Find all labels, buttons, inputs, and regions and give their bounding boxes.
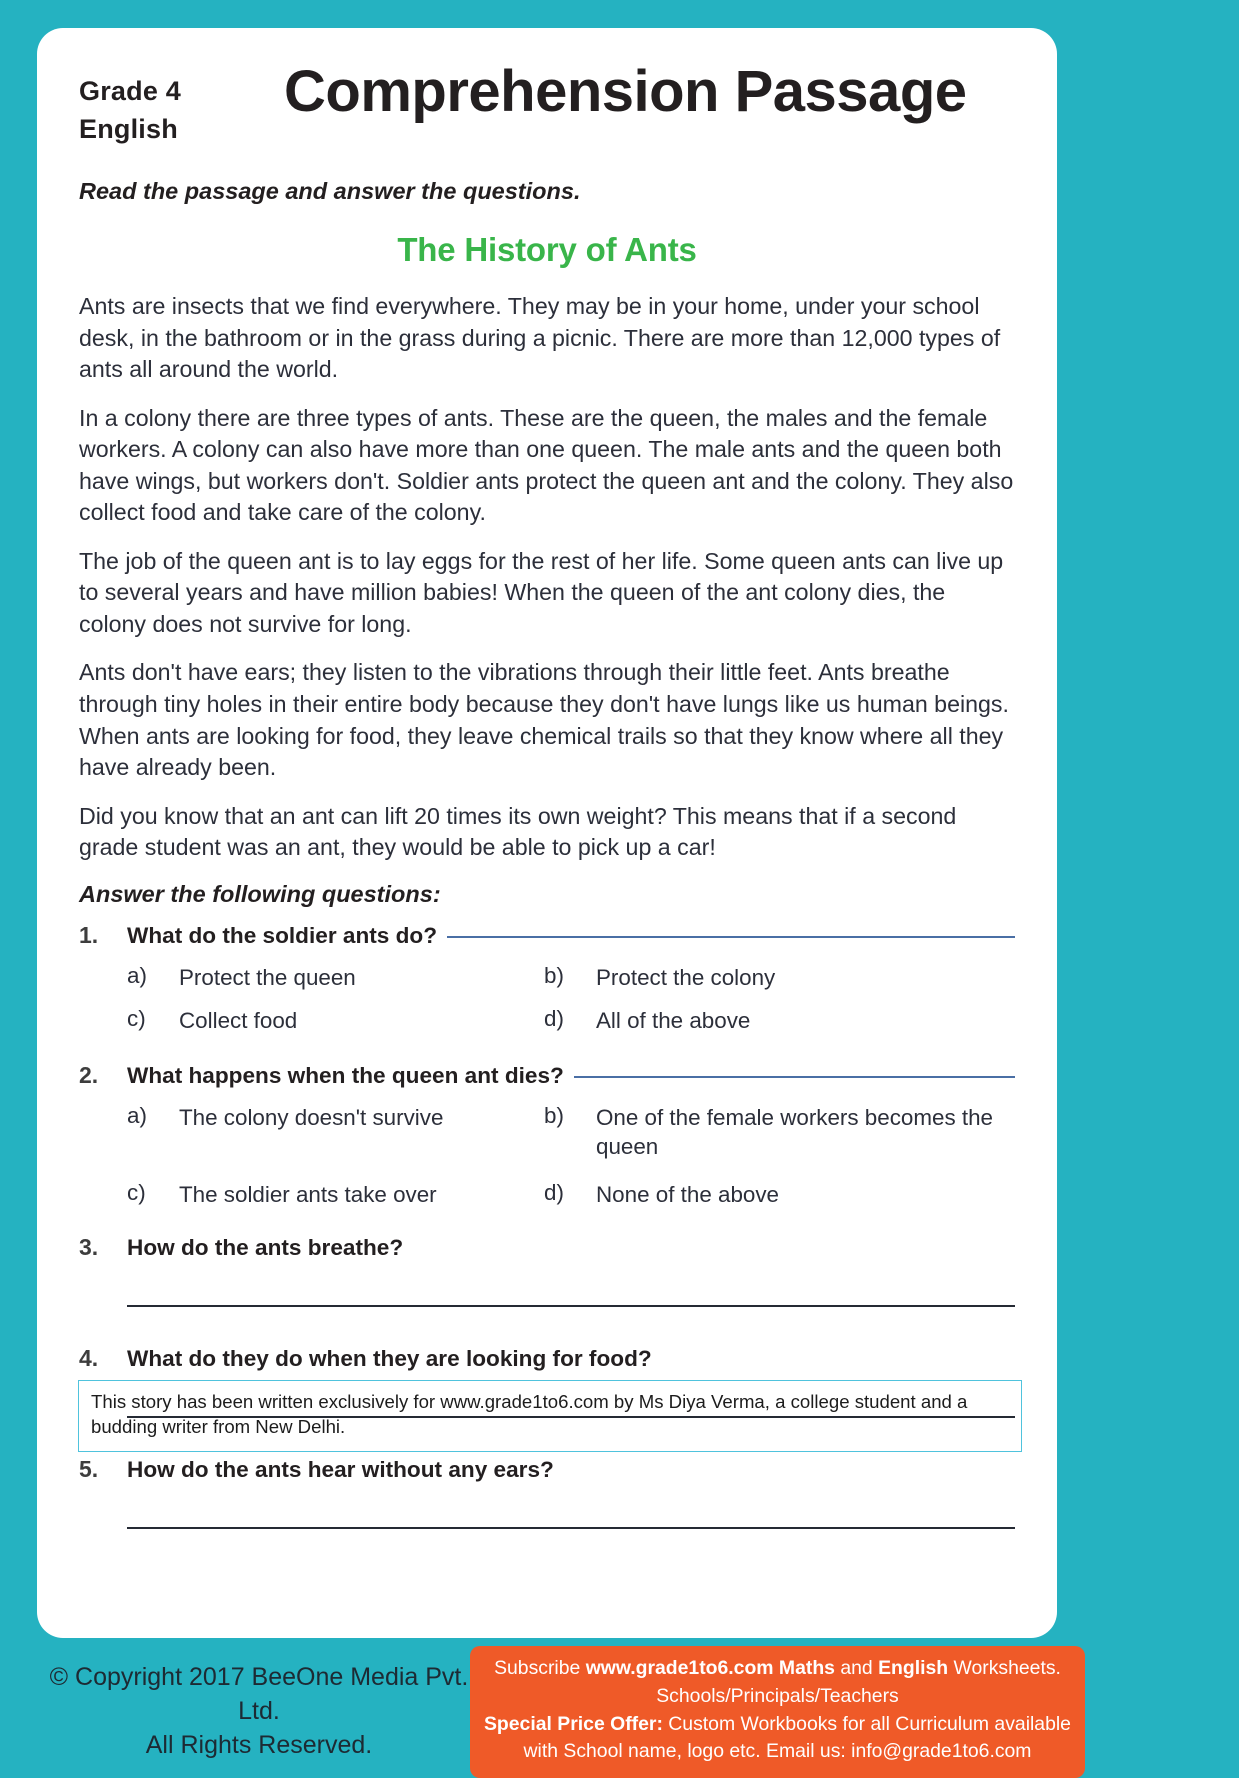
- option-row: [127, 1103, 1015, 1162]
- option-label: All of the above: [596, 1008, 751, 1034]
- option-a[interactable]: [127, 963, 544, 993]
- subscribe-line-1: [484, 1655, 1071, 1683]
- answer-fill-line[interactable]: [447, 936, 1015, 938]
- question-row: [79, 1345, 1015, 1372]
- option-b[interactable]: [544, 1103, 1015, 1162]
- passage-paragraph: In a colony there are three types of ants. These are the queen, the males and the female workers. A colony can also have more than one queen. The male ants and the queen both have wings, but workers don't. Soldier ants protect the queen ant and the colony. They also collect food and take care of the colony.: [79, 404, 1014, 526]
- subscribe-line-3: [484, 1711, 1071, 1739]
- special-price-text: Custom Workbooks for all Curriculum available: [662, 1712, 1071, 1735]
- option-a[interactable]: [127, 1103, 544, 1162]
- answer-blank-line[interactable]: [127, 1527, 1015, 1529]
- instruction-text: Read the passage and answer the questions.: [79, 178, 581, 204]
- special-price-label: Special Price Offer:: [484, 1712, 663, 1735]
- option-label: None of the above: [596, 1182, 779, 1207]
- grade-subject-block: [79, 56, 284, 149]
- answer-fill-line[interactable]: [574, 1076, 1015, 1078]
- page-title: Comprehension Passage: [284, 59, 967, 124]
- question-row: [79, 1062, 1015, 1089]
- subscribe-promo-box[interactable]: [470, 1646, 1085, 1778]
- subscribe-post: Worksheets.: [948, 1657, 1061, 1679]
- copyright-block: [0, 1646, 470, 1762]
- option-d[interactable]: [544, 1180, 1015, 1210]
- option-letter: d): [544, 1006, 564, 1032]
- option-d[interactable]: [544, 1006, 1015, 1036]
- question-row: [79, 1456, 1015, 1483]
- subscribe-line-4: with School name, logo etc. Email us: info@grade1to6.com: [523, 1740, 1032, 1763]
- question-text: What do they do when they are looking for food?: [127, 1345, 652, 1371]
- passage-paragraph: The job of the queen ant is to lay eggs for the rest of her life. Some queen ants can live up to several years and have million babies! When the queen of the ant colony dies, the colony does not survive for long.: [79, 547, 1004, 637]
- option-letter: b): [544, 1102, 564, 1128]
- subscribe-line-2: Schools/Principals/Teachers: [656, 1684, 899, 1707]
- question-text: What happens when the queen ant dies?: [127, 1062, 564, 1088]
- passage-body: [79, 291, 1015, 864]
- page-footer: [0, 1646, 1239, 1763]
- subject-label: English: [79, 114, 178, 145]
- option-label: Protect the colony: [596, 964, 776, 990]
- worksheet-header: [79, 56, 1015, 174]
- copyright-line-2: All Rights Reserved.: [145, 1731, 373, 1759]
- question-row: [79, 922, 1015, 949]
- option-label: One of the female workers becomes the queen: [596, 1104, 994, 1160]
- option-c[interactable]: [127, 1006, 544, 1036]
- question-text: How do the ants hear without any ears?: [127, 1456, 554, 1482]
- option-letter: b): [544, 962, 564, 988]
- option-letter: c): [127, 1180, 146, 1205]
- answer-section-heading: Answer the following questions:: [79, 880, 441, 907]
- option-letter: a): [127, 1102, 147, 1128]
- question-number: 4.: [79, 1344, 99, 1371]
- option-letter: d): [544, 1180, 564, 1205]
- story-credit-box: [78, 1380, 1022, 1452]
- grade-label: Grade 4: [79, 76, 181, 106]
- question-text: How do the ants breathe?: [127, 1234, 404, 1260]
- subscribe-mid: and: [834, 1657, 879, 1679]
- question-number: 3.: [79, 1233, 99, 1260]
- option-label: The colony doesn't survive: [179, 1104, 444, 1130]
- option-label: The soldier ants take over: [179, 1182, 437, 1207]
- option-row: [127, 1006, 1015, 1036]
- question-row: [79, 1234, 1015, 1261]
- option-letter: c): [127, 1006, 146, 1032]
- option-b[interactable]: [544, 963, 1015, 993]
- passage-title: The History of Ants: [397, 231, 697, 268]
- story-credit-text: This story has been written exclusively for www.grade1to6.com by Ms Diya Verma, a college student and a budding writer from New Delhi.: [91, 1391, 968, 1437]
- question-text: What do the soldier ants do?: [127, 922, 438, 948]
- option-row: [127, 1180, 1015, 1210]
- subscribe-english: English: [878, 1657, 949, 1679]
- copyright-line-1: © Copyright 2017 BeeOne Media Pvt. Ltd.: [49, 1663, 469, 1725]
- subscribe-pre: Subscribe: [494, 1657, 586, 1679]
- option-letter: a): [127, 962, 147, 988]
- subscribe-site-maths: www.grade1to6.com Maths: [585, 1657, 835, 1679]
- option-c[interactable]: [127, 1180, 544, 1210]
- question-number: 2.: [79, 1061, 99, 1088]
- option-label: Protect the queen: [179, 964, 356, 990]
- option-row: [127, 963, 1015, 993]
- passage-paragraph: Ants don't have ears; they listen to the vibrations through their little feet. Ants breathe through tiny holes in their entire body because they don't have lungs like us human beings. When ants are looking for food, they leave chemical trails so that they know where all they have already been.: [79, 659, 1009, 781]
- question-number: 5.: [79, 1455, 99, 1482]
- answer-blank-line[interactable]: [127, 1305, 1015, 1307]
- passage-paragraph: Ants are insects that we find everywhere. They may be in your home, under your school desk, in the bathroom or in the grass during a picnic. There are more than 12,000 types of ants all around the world.: [79, 293, 1001, 383]
- option-label: Collect food: [179, 1008, 298, 1034]
- question-number: 1.: [79, 921, 99, 948]
- passage-paragraph: Did you know that an ant can lift 20 times its own weight? This means that if a second grade student was an ant, they would be able to pick up a car!: [79, 802, 957, 861]
